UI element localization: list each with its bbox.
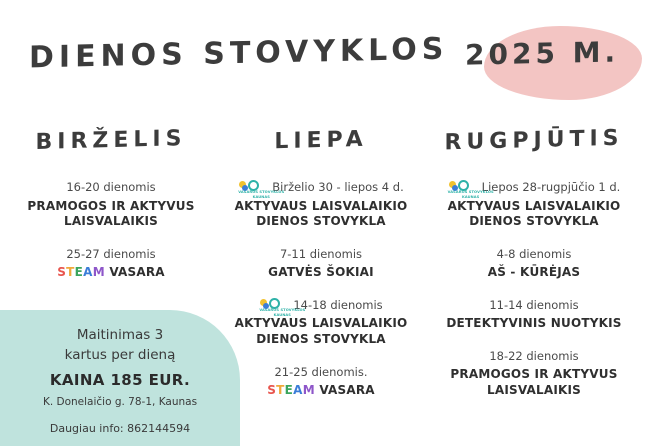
camp-dates-text: Birželio 30 - liepos 4 d. bbox=[272, 180, 404, 194]
camp-entry bbox=[426, 180, 642, 230]
camp-dates-text: 11-14 dienomis bbox=[489, 297, 579, 312]
page-title bbox=[0, 31, 648, 76]
month-heading-birzelis: BIRŽELIS bbox=[35, 126, 187, 155]
month-heading-liepa: LIEPA bbox=[274, 126, 368, 155]
meals-line-1: Maitinimas 3 bbox=[76, 327, 164, 343]
camp-dates bbox=[426, 247, 642, 263]
camp-entry bbox=[426, 247, 642, 281]
month-headings bbox=[0, 125, 648, 156]
camp-dates bbox=[228, 180, 414, 199]
address-text: K. Donelaičio g. 78-1, Kaunas bbox=[42, 396, 198, 409]
camp-title: DETEKTYVINIS NUOTYKIS bbox=[446, 316, 622, 331]
camp-title: STEAM VASARA bbox=[57, 265, 165, 280]
camp-title: AKTYVAUS LAISVALAIKIO DIENOS STOVYKLA bbox=[234, 316, 408, 346]
camp-logo-icon: VASAROS STOVYKLOS KAUNAS bbox=[259, 298, 289, 313]
camp-dates bbox=[6, 247, 216, 263]
title-main-text: DIENOS STOVYKLOS bbox=[29, 31, 449, 76]
camp-dates-text: 18-22 dienomis bbox=[489, 348, 579, 363]
month-heading-rugpjutis: RUGPJŪTIS bbox=[444, 125, 624, 156]
camp-entry bbox=[426, 349, 642, 399]
camp-title: GATVĖS ŠOKIAI bbox=[268, 265, 374, 280]
camp-title: PRAMOGOS IR AKTYVUS LAISVALAIKIS bbox=[450, 367, 618, 398]
camp-dates-text: 14-18 dienomis bbox=[293, 297, 383, 312]
title-year-text: 2025 M. bbox=[464, 35, 619, 72]
camp-dates-text: 21-25 dienomis. bbox=[274, 364, 368, 379]
camp-dates bbox=[426, 349, 642, 365]
info-box bbox=[0, 310, 240, 446]
camp-title: AKTYVAUS LAISVALAIKIO DIENOS STOVYKLA bbox=[234, 198, 408, 229]
camp-title: AŠ - KŪRĖJAS bbox=[487, 265, 581, 280]
camp-dates-text: 7-11 dienomis bbox=[279, 246, 363, 261]
camp-logo-icon: VASAROS STOVYKLOS KAUNAS bbox=[448, 180, 478, 195]
camp-entry bbox=[228, 180, 414, 230]
camp-dates-text: 16-20 dienomis bbox=[66, 180, 156, 194]
camp-entry bbox=[228, 247, 414, 281]
camp-title: AKTYVAUS LAISVALAIKIO DIENOS STOVYKLA bbox=[447, 198, 621, 229]
camp-entry bbox=[6, 180, 216, 230]
column-liepa bbox=[222, 180, 420, 416]
camp-dates bbox=[228, 365, 414, 381]
camp-dates bbox=[228, 297, 414, 317]
meals-line-2: kartus per dieną bbox=[64, 346, 176, 363]
camp-dates bbox=[228, 247, 414, 263]
camp-dates-text: 25-27 dienomis bbox=[66, 246, 156, 261]
camp-title: STEAM VASARA bbox=[267, 383, 375, 398]
camp-entry bbox=[426, 298, 642, 332]
camp-dates bbox=[6, 180, 216, 196]
camp-dates bbox=[426, 298, 642, 314]
camp-entry bbox=[6, 247, 216, 281]
camp-entry bbox=[228, 365, 414, 399]
camp-dates bbox=[426, 180, 642, 199]
camp-title: PRAMOGOS IR AKTYVUS LAISVALAIKIS bbox=[27, 198, 195, 229]
contact-text: Daugiau info: 862144594 bbox=[49, 422, 191, 436]
camp-entry bbox=[228, 298, 414, 348]
camp-dates-text: 4-8 dienomis bbox=[496, 246, 572, 261]
camp-logo-icon: VASAROS STOVYKLOS KAUNAS bbox=[238, 180, 268, 195]
camp-dates-text: Liepos 28-rugpjūčio 1 d. bbox=[481, 180, 621, 194]
price-text: KAINA 185 EUR. bbox=[49, 371, 191, 390]
column-rugpjutis bbox=[420, 180, 648, 416]
